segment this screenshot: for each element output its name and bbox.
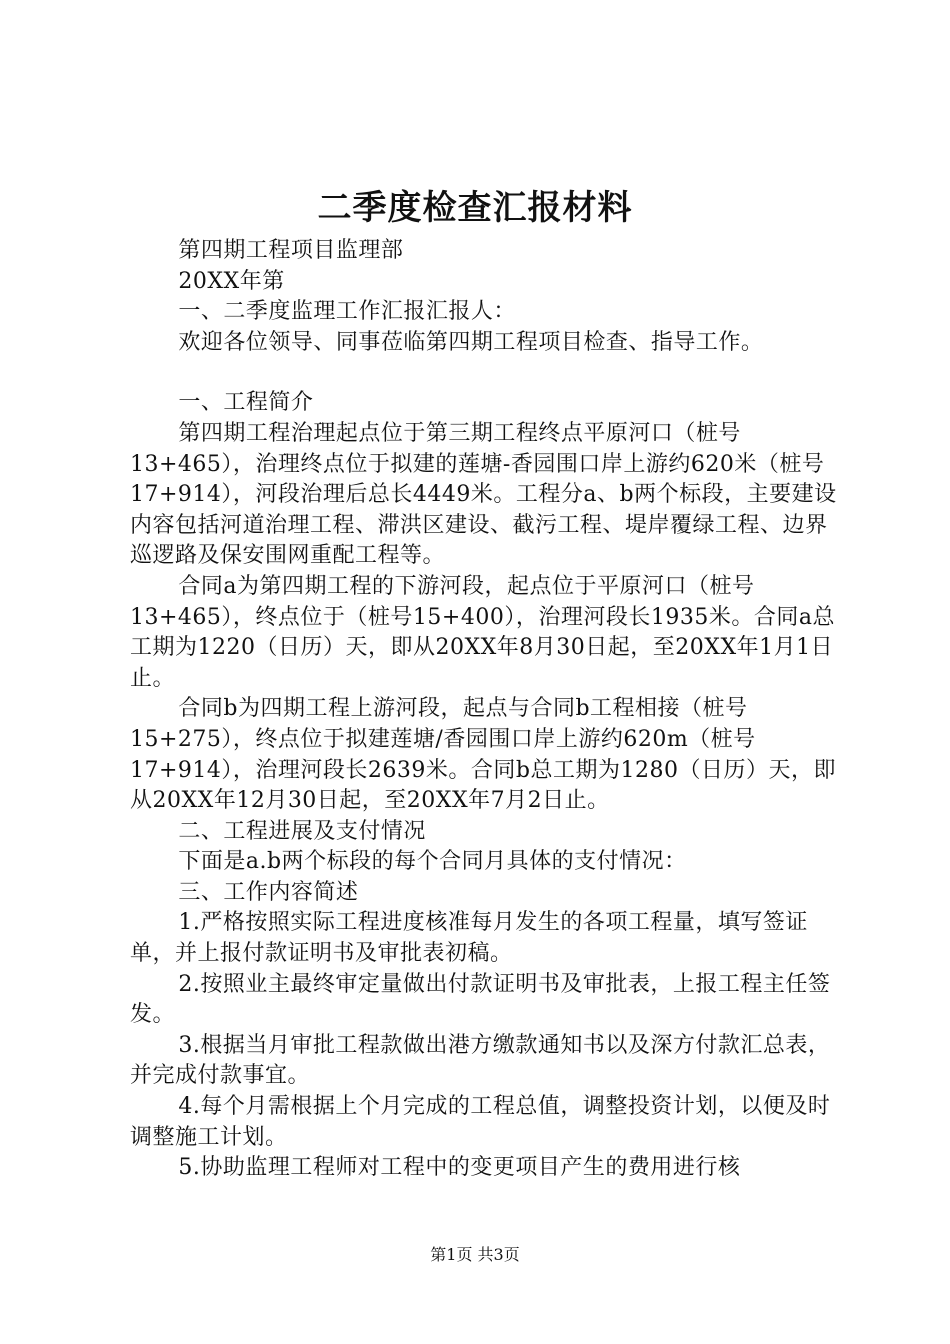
section-heading-work: 三、工作内容简述 [178, 879, 359, 905]
section-heading-overview: 一、工程简介 [178, 390, 314, 416]
paragraph-payment-intro: 下面是a.b两个标段的每个合同月具体的支付情况： [178, 849, 687, 875]
list-item-work-4: 4.每个月需根据上个月完成的工程总值，调整投资计划，以便及时调整施工计划。 [130, 1094, 831, 1150]
document-title: 二季度检查汇报材料 [317, 188, 633, 228]
paragraph-welcome: 欢迎各位领导、同事莅临第四期工程项目检查、指导工作。 [178, 329, 764, 355]
section-heading-progress: 二、工程进展及支付情况 [178, 818, 426, 844]
paragraph-contract-a: 合同a为第四期工程的下游河段，起点位于平原河口（桩号13+465），终点位于（桩号15+400），治理河段长1935米。合同a总工期为1220（日历）天，即从20XX年8月30日起，至20XX年1月1日止。 [130, 573, 835, 691]
paragraph-overview: 第四期工程治理起点位于第三期工程终点平原河口（桩号13+465），治理终点位于拟建的莲塘-香园围口岸上游约620米（桩号17+914），河段治理后总长4449米。工程分a、b两个标段，主要建设内容包括河道治理工程、滞洪区建设、截污工程、堤岸覆绿工程、边界巡逻路及保安围网重配工程等。 [130, 420, 837, 569]
paragraph-contract-b: 合同b为四期工程上游河段，起点与合同b工程相接（桩号15+275），终点位于拟建莲塘/香园围口岸上游约620m（桩号17+914），治理河段长2639米。合同b总工期为1280（日历）天，即从20XX年12月30日起，至20XX年7月2日止。 [130, 696, 836, 814]
document-body [130, 236, 840, 1184]
paragraph-report-heading: 一、二季度监理工作汇报汇报人： [178, 299, 516, 325]
list-item-work-1: 1.严格按照实际工程进度核准每月发生的各项工程量，填写签证单，并上报付款证明书及审批表初稿。 [130, 910, 808, 967]
page-footer: 第1页 共3页 [430, 1245, 520, 1264]
paragraph-department: 第四期工程项目监理部 [178, 238, 404, 263]
list-item-work-5: 5.协助监理工程师对工程中的变更项目产生的费用进行核 [178, 1155, 741, 1181]
list-item-work-2: 2.按照业主最终审定量做出付款证明书及审批表，上报工程主任签发。 [130, 971, 831, 1028]
list-item-work-3: 3.根据当月审批工程款做出港方缴款通知书以及深方付款汇总表，并完成付款事宜。 [130, 1032, 831, 1089]
paragraph-year: 20XX年第 [178, 268, 285, 294]
